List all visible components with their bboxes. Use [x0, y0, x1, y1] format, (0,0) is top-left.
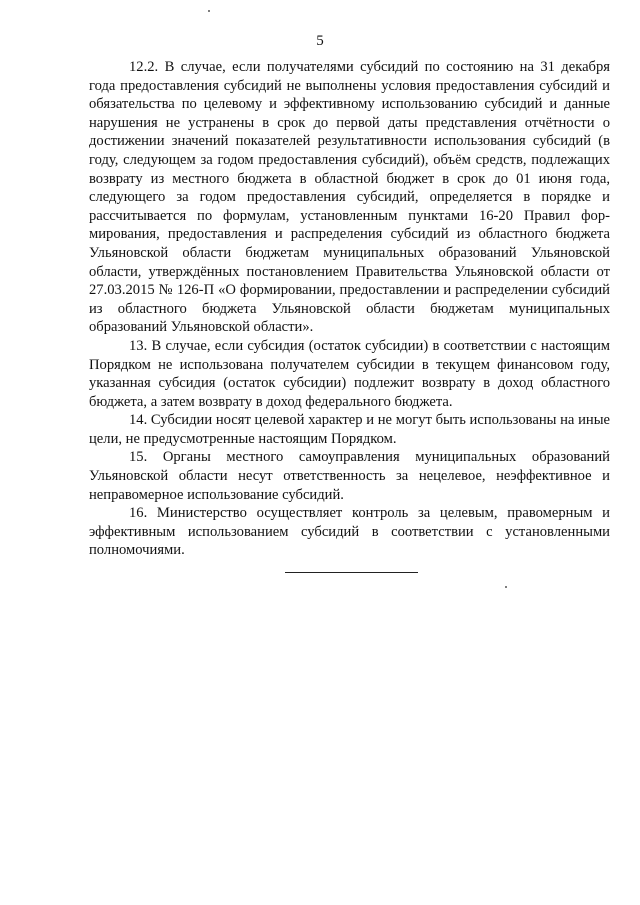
paragraph-12-2: 12.2. В случае, если получателями субсидий по состоянию на 31 декабря года предоставления субсидий не выполнены условия предоставления субсидий и обязательства по целевому и эффективному использованию субсидий и данные нарушения не устранены в срок до первой даты представления отчётности о достижении значений показателей результативности использования субсидий (в году, следующем за годом предоставления субсидий), объём средств, подлежащих возврату из местного бюджета в областной бюджет в срок до 01 июня года, следующего за годом предоставления субсидий, определяется в порядке и рассчитывается по формулам, установленным пунктами 16-20 Правил формирования, предоставления и распределения субсидий из областного бюджета Ульяновской области бюджетам муниципальных образований Ульяновской области, утверждённых постановлением Правительства Ульяновской области от 27.03.2015 № 126-П «О формировании, предоставлении и распределении субсидий из областного бюджета Ульяновской области бюджетам муниципальных образований Ульяновской области».	[89, 59, 610, 336]
document-body	[89, 58, 610, 560]
scan-speck	[208, 10, 210, 12]
paragraph-15: 15. Органы местного самоуправления муниципальных образований Ульяновской области несут ответственность за нецелевое, неэффективное и неправомерное использование субсидий.	[89, 449, 610, 503]
paragraph-14: 14. Субсидии носят целевой характер и не могут быть использованы на иные цели, не предусмотренные настоящим Порядком.	[89, 412, 610, 447]
paragraph-16: 16. Министерство осуществляет контроль за целевым, правомерным и эффективным использованием субсидий в соответствии с установленными полномочиями.	[89, 505, 610, 559]
closing-line	[285, 572, 418, 573]
paragraph-13: 13. В случае, если субсидия (остаток субсидии) в соответствии с настоящим Порядком не использована получателем субсидии в текущем финансовом году, указанная субсидия (остаток субсидии) подлежит возврату в доход областного бюджета, а затем возврату в доход федерального бюджета.	[89, 337, 610, 410]
page-number: 5	[316, 33, 324, 49]
scan-speck	[505, 586, 507, 588]
